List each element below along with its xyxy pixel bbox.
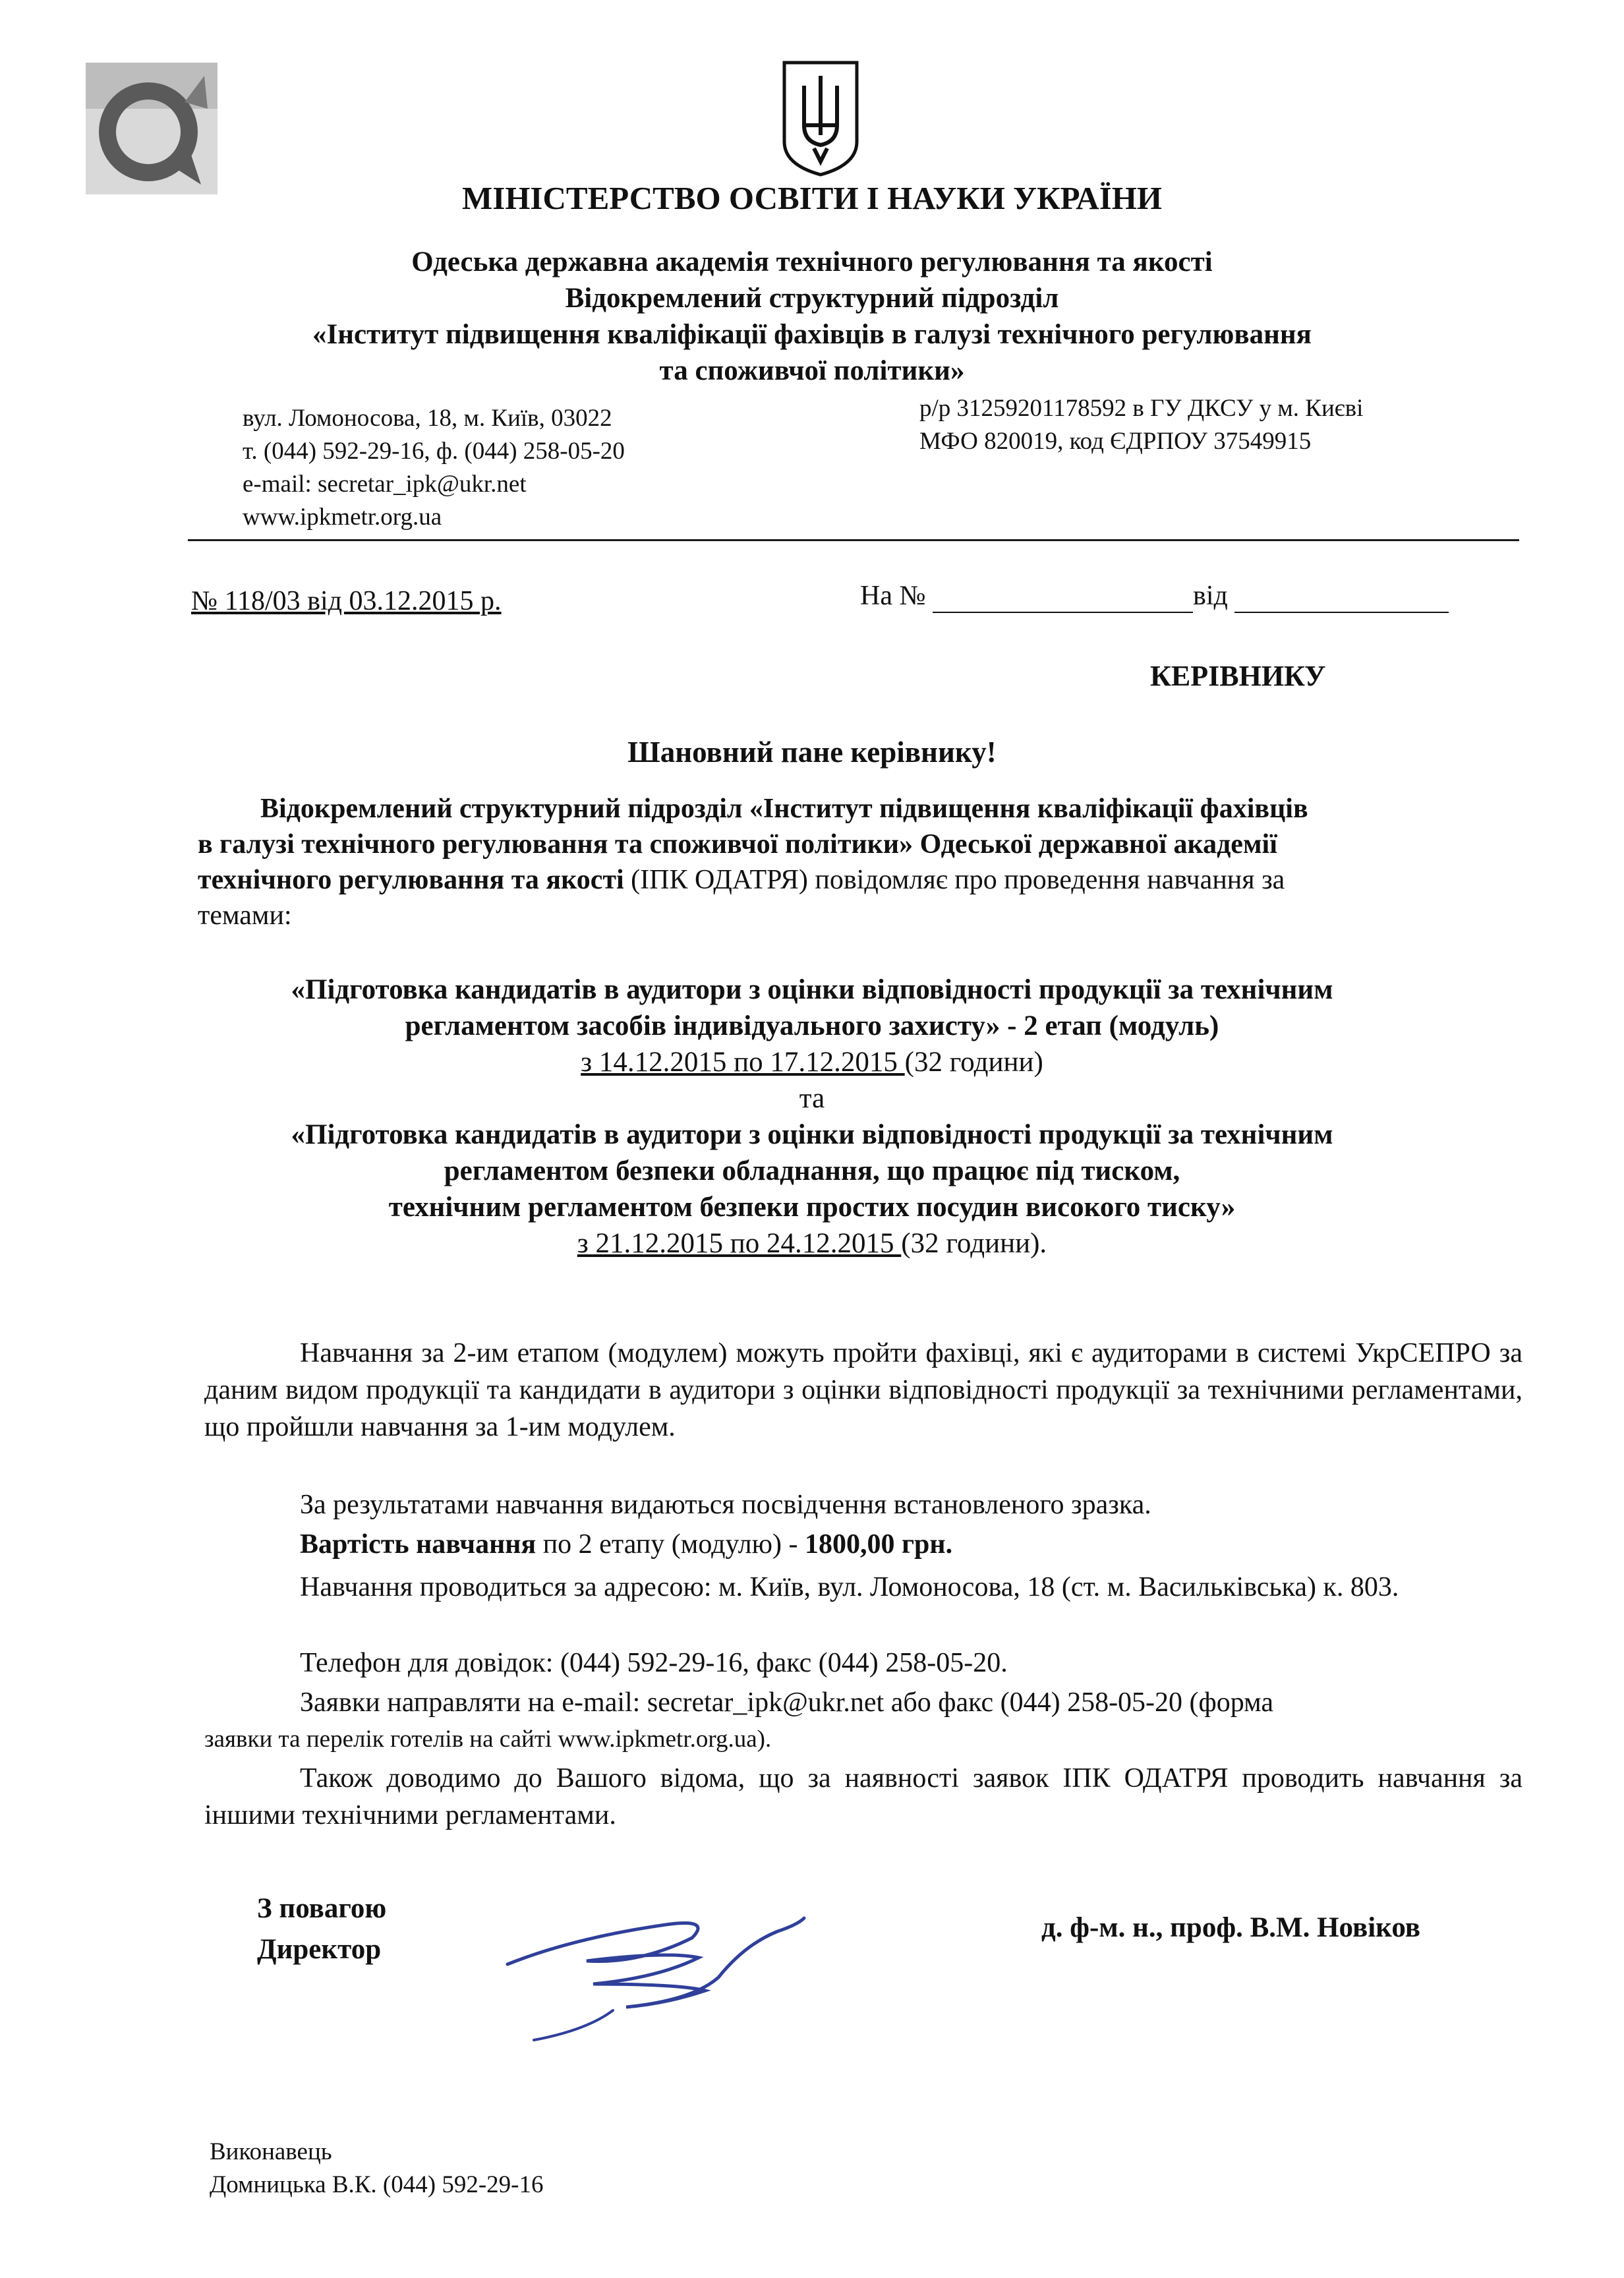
executor-label: Виконавець [210,2138,332,2165]
closing-block [257,1888,386,1970]
applications-line-2: заявки та перелік готелів на сайті www.ipkmetr.org.ua). [204,1726,772,1753]
incoming-reference [860,580,1449,613]
cost-label: Вартість навчання [300,1529,536,1560]
intro-line-3 [198,862,1522,898]
header-divider [188,539,1519,541]
applications-line-1: Заявки направляти на e-mail: secretar_ipk@ukr.net або факс (044) 258-05-20 (форма [300,1687,1274,1718]
closing-position: Директор [257,1934,382,1965]
course1-date-range: з 14.12.2015 по 17.12.2015 [581,1047,905,1078]
reply-number-label: На № [860,581,926,611]
address-email: e-mail: secretar_ipk@ukr.net [243,471,527,498]
org-line-4: та споживчої політики» [659,355,965,386]
conjunction: та [799,1083,825,1114]
outgoing-number: № 118/03 від 03.12.2015 р. [191,586,502,616]
executor-contact: Домницька В.К. (044) 592-29-16 [210,2171,544,2198]
salutation: Шановний пане керівнику! [627,736,997,769]
org-line-1: Одеська державна академія технічного регулювання та якості [411,247,1213,277]
coat-of-arms-icon [778,56,863,178]
addressee: КЕРІВНИКУ [1150,660,1326,692]
cost-price: 1800,00 грн. [804,1529,953,1560]
org-line-3: «Інститут підвищення кваліфікації фахівців в галузі технічного регулювання [312,319,1312,350]
intro-line-4: темами: [198,900,292,931]
institute-logo [86,63,218,194]
org-line-2: Відокремлений структурний підрозділ [565,283,1059,314]
course1-dates [0,1045,1624,1080]
course2-hours: (32 години). [901,1228,1047,1259]
reply-date-blank [1234,580,1449,613]
details-certificate: За результатами навчання видаються посвідчення встановленого зразка. [300,1490,1151,1520]
ministry-title: МІНІСТЕРСТВО ОСВІТИ І НАУКИ УКРАЇНИ [462,180,1162,216]
bank-details [919,392,1363,458]
intro-line-2: в галузі технічного регулювання та споживчої політики» Одеської державної академії [198,829,1277,860]
intro-paragraph [198,791,1522,933]
course2-date-range: з 21.12.2015 по 24.12.2015 [577,1228,902,1259]
signatory-name: д. ф-м. н., проф. В.М. Новіков [1041,1912,1420,1943]
address-phone: т. (044) 592-29-16, ф. (044) 258-05-20 [243,438,625,465]
intro-line-3-rest: (ІПК ОДАТРЯ) повідомляє про проведення навчання за [624,865,1285,895]
course1-hours: (32 години) [904,1047,1043,1078]
course1-line-2: регламентом засобів індивідуального захисту» - 2 етап (модуль) [405,1010,1219,1041]
course2-line-2: регламентом безпеки обладнання, що працює під тиском, [444,1155,1180,1186]
course2-line-1: «Підготовка кандидатів в аудитори з оцінки відповідності продукції за технічним [291,1119,1333,1150]
executor-block [210,2136,543,2202]
details-applications [204,1684,1522,1758]
details-cost [204,1526,1522,1563]
course1-line-1: «Підготовка кандидатів в аудитори з оцінки відповідності продукції за технічним [291,974,1333,1005]
reply-number-blank [933,580,1193,613]
director-signature [494,1885,811,2043]
address-street: вул. Ломоносова, 18, м. Київ, 03022 [243,405,612,432]
course2-line-3: технічним регламентом безпеки простих посудин високого тиску» [388,1192,1236,1223]
bank-account: р/р 31259201178592 в ГУ ДКСУ у м. Києві [919,395,1364,422]
details-phone: Телефон для довідок: (044) 592-29-16, факс (044) 258-05-20. [300,1648,1008,1678]
course2-dates [0,1226,1624,1262]
reply-date-label: від [1193,581,1228,611]
details-eligibility: Навчання за 2-им етапом (модулем) можуть пройти фахівці, які є аудиторами в системі УкрСЕПРО за даним видом продукції та кандидати в аудитори з оцінки відповідності продукції за технічними регламентами, що пройшли навчання за 1-им модулем. [204,1338,1522,1442]
details-location: Навчання проводиться за адресою: м. Київ, вул. Ломоносова, 18 (ст. м. Васильківська) к. 803. [300,1572,1399,1602]
address-website: www.ipkmetr.org.ua [243,504,442,531]
address-block [243,402,625,534]
intro-line-3-bold: технічного регулювання та якості [198,865,624,895]
closing-regards: З повагою [257,1893,387,1924]
cost-stage: по 2 етапу (модулю) - [536,1529,805,1560]
bank-codes: МФО 820019, код ЄДРПОУ 37549915 [919,428,1312,455]
details-other-regulations: Також доводимо до Вашого відома, що за наявності заявок ІПК ОДАТРЯ проводить навчання за іншими технічними регламентами. [204,1763,1522,1830]
intro-line-1: Відокремлений структурний підрозділ «Інститут підвищення кваліфікації фахівців [260,794,1308,824]
